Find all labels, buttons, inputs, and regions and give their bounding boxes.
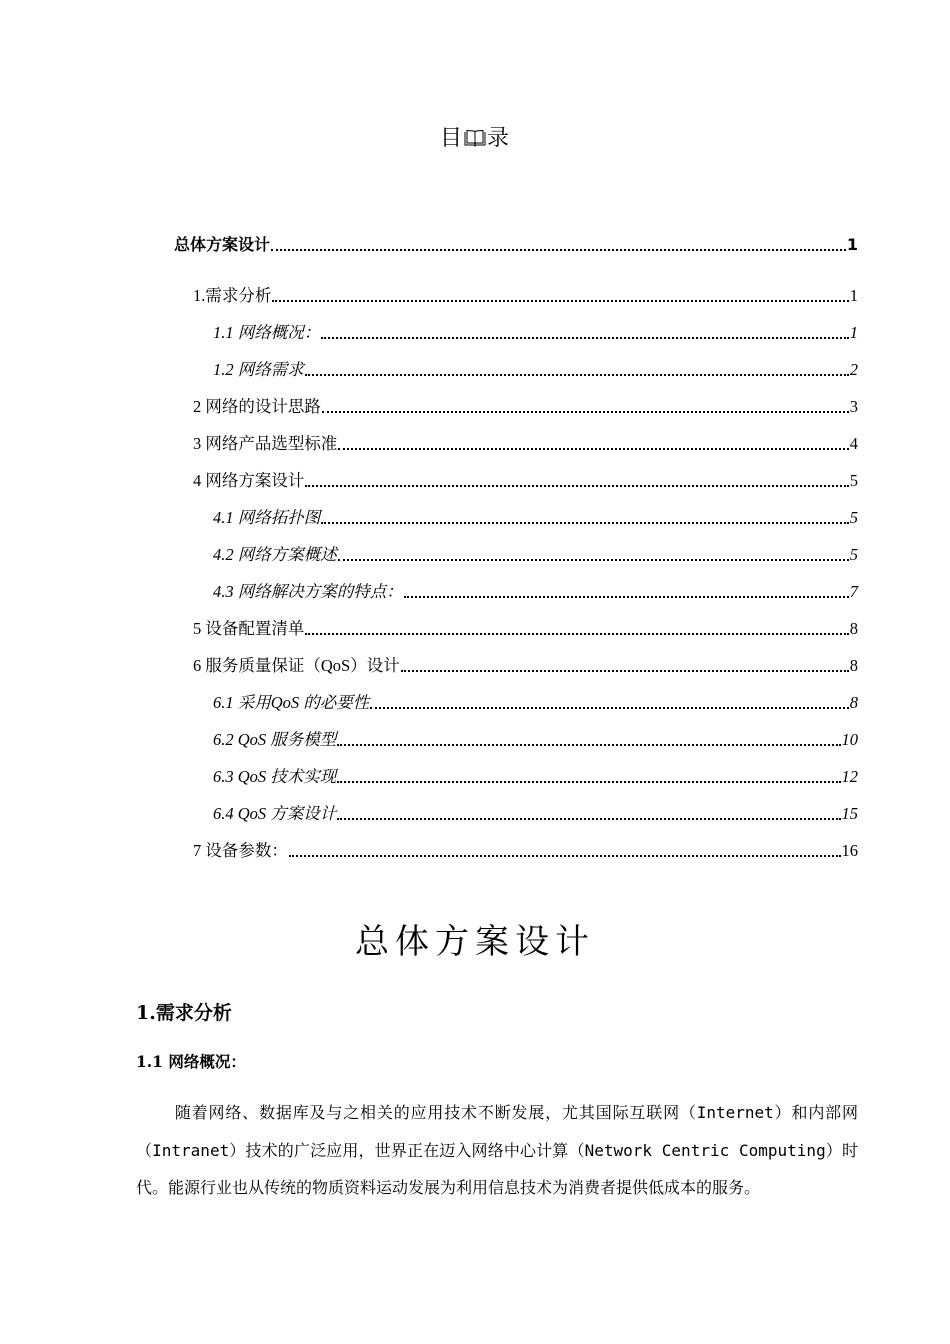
toc-entry[interactable]	[213, 319, 858, 343]
toc-entry-label: 6 服务质量保证（QoS）设计	[193, 656, 400, 675]
toc-entry-page: 5	[849, 545, 858, 564]
toc-entry-page: 5	[849, 508, 858, 527]
toc-entry-label: 4.3 网络解决方案的特点：	[213, 582, 403, 601]
toc-entry[interactable]	[213, 726, 858, 750]
toc-entry-label: 6.3 QoS 技术实现	[213, 767, 337, 786]
toc-entry-page: 10	[841, 730, 858, 749]
toc-entry-label: 3 网络产品选型标准	[193, 434, 338, 453]
toc-entry-label: 2 网络的设计思路	[193, 397, 321, 416]
toc-entry-label: 1.2 网络需求	[213, 360, 304, 379]
toc-entry-page: 1	[849, 286, 858, 305]
toc-entry[interactable]	[193, 652, 858, 676]
toc-entry-page: 8	[849, 693, 858, 712]
toc-entry[interactable]	[174, 232, 858, 255]
toc-title-right: 录	[487, 126, 511, 151]
toc-entry-label: 4 网络方案设计	[193, 471, 305, 490]
toc-entry-label: 1.1 网络概况：	[213, 323, 321, 342]
toc-entry[interactable]	[193, 430, 858, 454]
toc-title	[0, 121, 950, 152]
toc-entry-page: 8	[849, 656, 858, 675]
toc-entry[interactable]	[193, 615, 858, 639]
toc-entry[interactable]	[213, 504, 858, 528]
body-paragraph	[136, 1094, 858, 1207]
toc-entry-page: 12	[841, 767, 858, 786]
toc-entry[interactable]	[213, 356, 858, 380]
toc-entry[interactable]	[213, 763, 858, 787]
main-heading: 总体方案设计	[355, 922, 595, 962]
subsection-heading: 1.1 网络概况：	[136, 1052, 246, 1071]
toc-entry[interactable]	[213, 541, 858, 565]
toc-entry-page: 5	[849, 471, 858, 490]
toc-title-left: 目	[439, 126, 463, 151]
toc-entry-label: 1.需求分析	[193, 286, 272, 305]
toc-entry-page: 1	[849, 323, 858, 342]
toc-entry-page: 8	[849, 619, 858, 638]
toc-entry-page: 3	[849, 397, 858, 416]
toc-entry-page: 4	[849, 434, 858, 453]
toc-entry-label: 7 设备参数：	[193, 841, 288, 860]
toc-entry-label: 5 设备配置清单	[193, 619, 305, 638]
section-heading: 1.需求分析	[136, 1002, 232, 1024]
toc-entry-label: 6.1 采用QoS 的必要性	[213, 693, 370, 712]
toc-entry[interactable]	[193, 467, 858, 491]
book-icon	[464, 129, 486, 147]
toc-entry-label: 6.4 QoS 方案设计	[213, 804, 337, 823]
toc-entry-label: 4.1 网络拓扑图	[213, 508, 321, 527]
toc-entry-page: 16	[841, 841, 858, 860]
toc-entry-page: 7	[849, 582, 858, 601]
toc-entry-label: 4.2 网络方案概述	[213, 545, 337, 564]
toc-entry-label: 6.2 QoS 服务模型	[213, 730, 337, 749]
toc-entry[interactable]	[213, 689, 858, 713]
toc-entry[interactable]	[213, 800, 858, 824]
toc-entry-page: 15	[841, 804, 858, 823]
toc-entry-page: 2	[849, 360, 858, 379]
toc-entry[interactable]	[193, 393, 858, 417]
toc-entry-page: 1	[846, 235, 858, 254]
toc-entry[interactable]	[193, 282, 858, 306]
body-paragraph-text: 随着网络、数据库及与之相关的应用技术不断发展，尤其国际互联网（Internet）和内部网（Intranet）技术的广泛应用，世界正在迈入网络中心计算（Network Centric Computing）时代。能源行业也从传统的物质资料运动发展为利用信息技术为消费者提供低成本的服务。	[136, 1103, 858, 1197]
toc-entry[interactable]	[193, 837, 858, 861]
toc-entry-label: 总体方案设计	[174, 235, 271, 254]
toc-entry[interactable]	[213, 578, 858, 602]
